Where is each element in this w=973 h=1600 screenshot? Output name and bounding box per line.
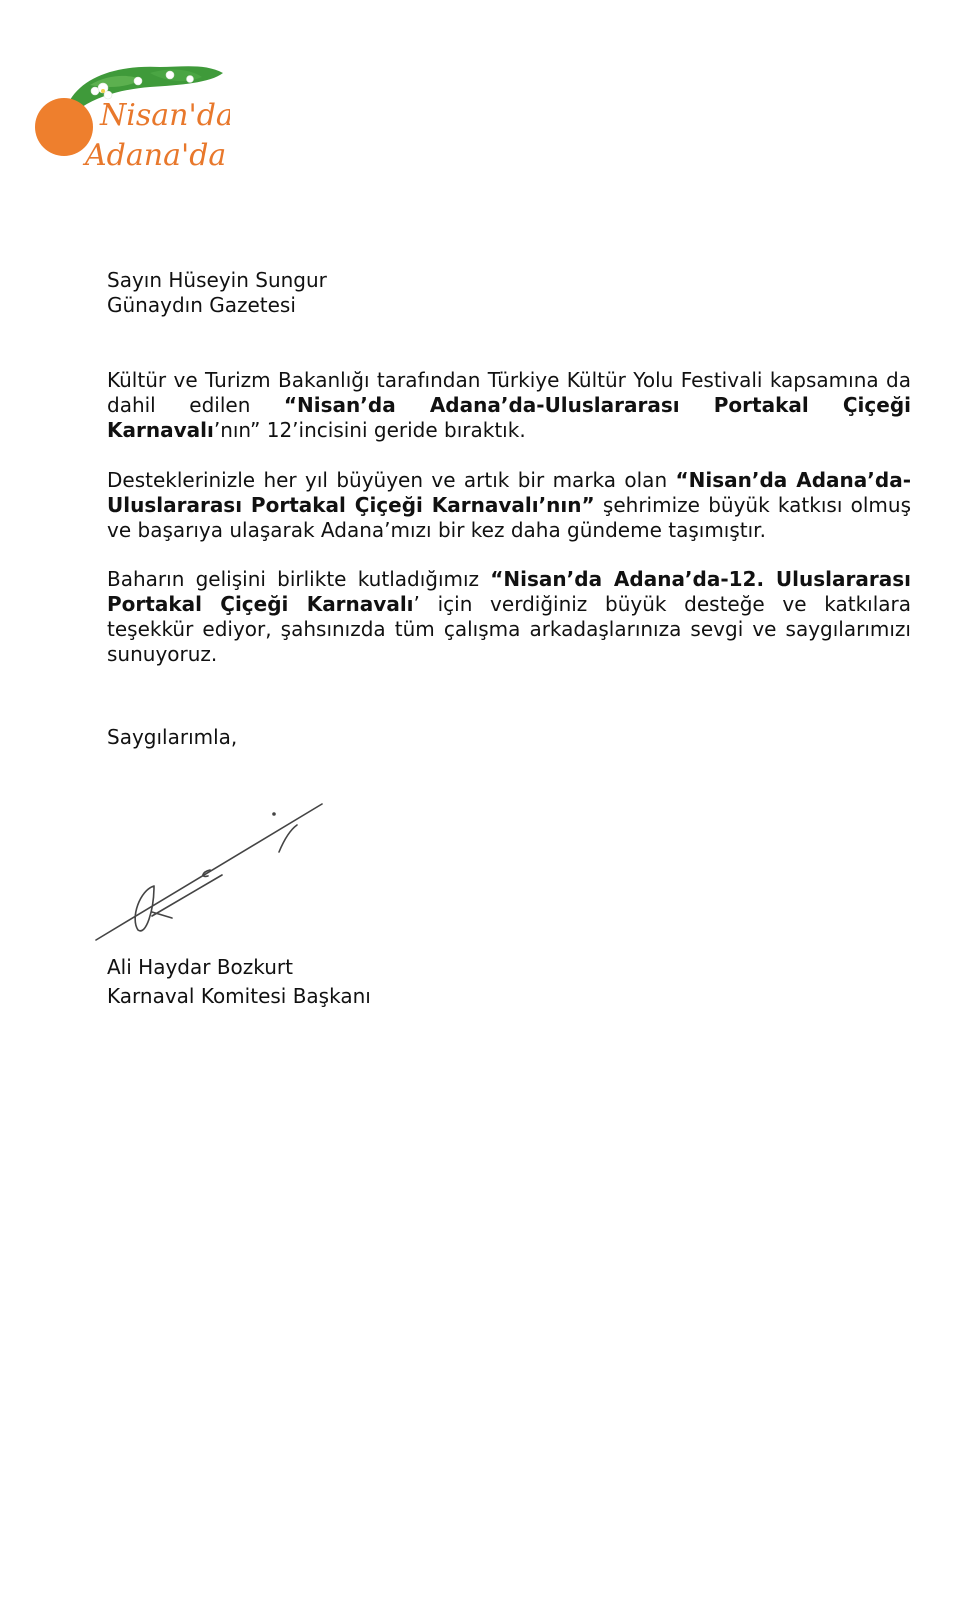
festival-logo bbox=[30, 55, 230, 175]
paragraph-2-text: Desteklerinizle her yıl büyüyen ve artık bir marka olan bbox=[107, 468, 676, 492]
logo-text-line2: Adana'da bbox=[85, 138, 227, 173]
recipient-name: Sayın Hüseyin Sungur bbox=[107, 268, 327, 292]
paragraph-3-text: Baharın gelişini birlikte kutladığımız bbox=[107, 567, 491, 591]
paragraph-1-bold: “Nisan’da Adana’da-Uluslararası Portakal Çiçeği Karnavalı bbox=[107, 393, 911, 442]
paragraph-2-text-end: şehrimize büyük katkısı olmuş ve başarıya ulaşarak Adana’mızı bir kez daha gündeme taşımıştır. bbox=[107, 493, 912, 542]
paragraph-2-bold: “Nisan’da Adana’da-Uluslararası Portakal Çiçeği Karnavalı’nın” bbox=[107, 468, 911, 517]
logo-text-line1: Nisan'da bbox=[100, 98, 230, 133]
paragraph-2 bbox=[107, 468, 911, 543]
closing-salutation: Saygılarımla, bbox=[107, 725, 238, 749]
paragraph-1-text-end: ’nın” 12’incisini geride bıraktık. bbox=[213, 418, 526, 442]
signer-block bbox=[107, 953, 371, 1011]
signer-title: Karnaval Komitesi Başkanı bbox=[107, 984, 371, 1008]
paragraph-3 bbox=[107, 567, 911, 667]
recipient-organization: Günaydın Gazetesi bbox=[107, 293, 296, 317]
orange-blossom-logo-icon bbox=[30, 55, 230, 175]
recipient-block bbox=[107, 268, 327, 318]
paragraph-1-text: Kültür ve Turizm Bakanlığı tarafından Türkiye Kültür Yolu Festivali kapsamına da dahil edilen bbox=[107, 368, 911, 417]
signer-name: Ali Haydar Bozkurt bbox=[107, 955, 293, 979]
signature-icon bbox=[92, 800, 332, 945]
paragraph-1 bbox=[107, 368, 911, 443]
paragraph-3-text-end: ’ için verdiğiniz büyük desteğe ve katkılara teşekkür ediyor, şahsınızda tüm çalışma arkadaşlarınıza sevgi ve saygılarımızı sunuyoruz. bbox=[107, 592, 911, 666]
handwritten-signature bbox=[92, 800, 332, 945]
paragraph-3-bold: “Nisan’da Adana’da-12. Uluslararası Portakal Çiçeği Karnavalı bbox=[107, 567, 911, 616]
